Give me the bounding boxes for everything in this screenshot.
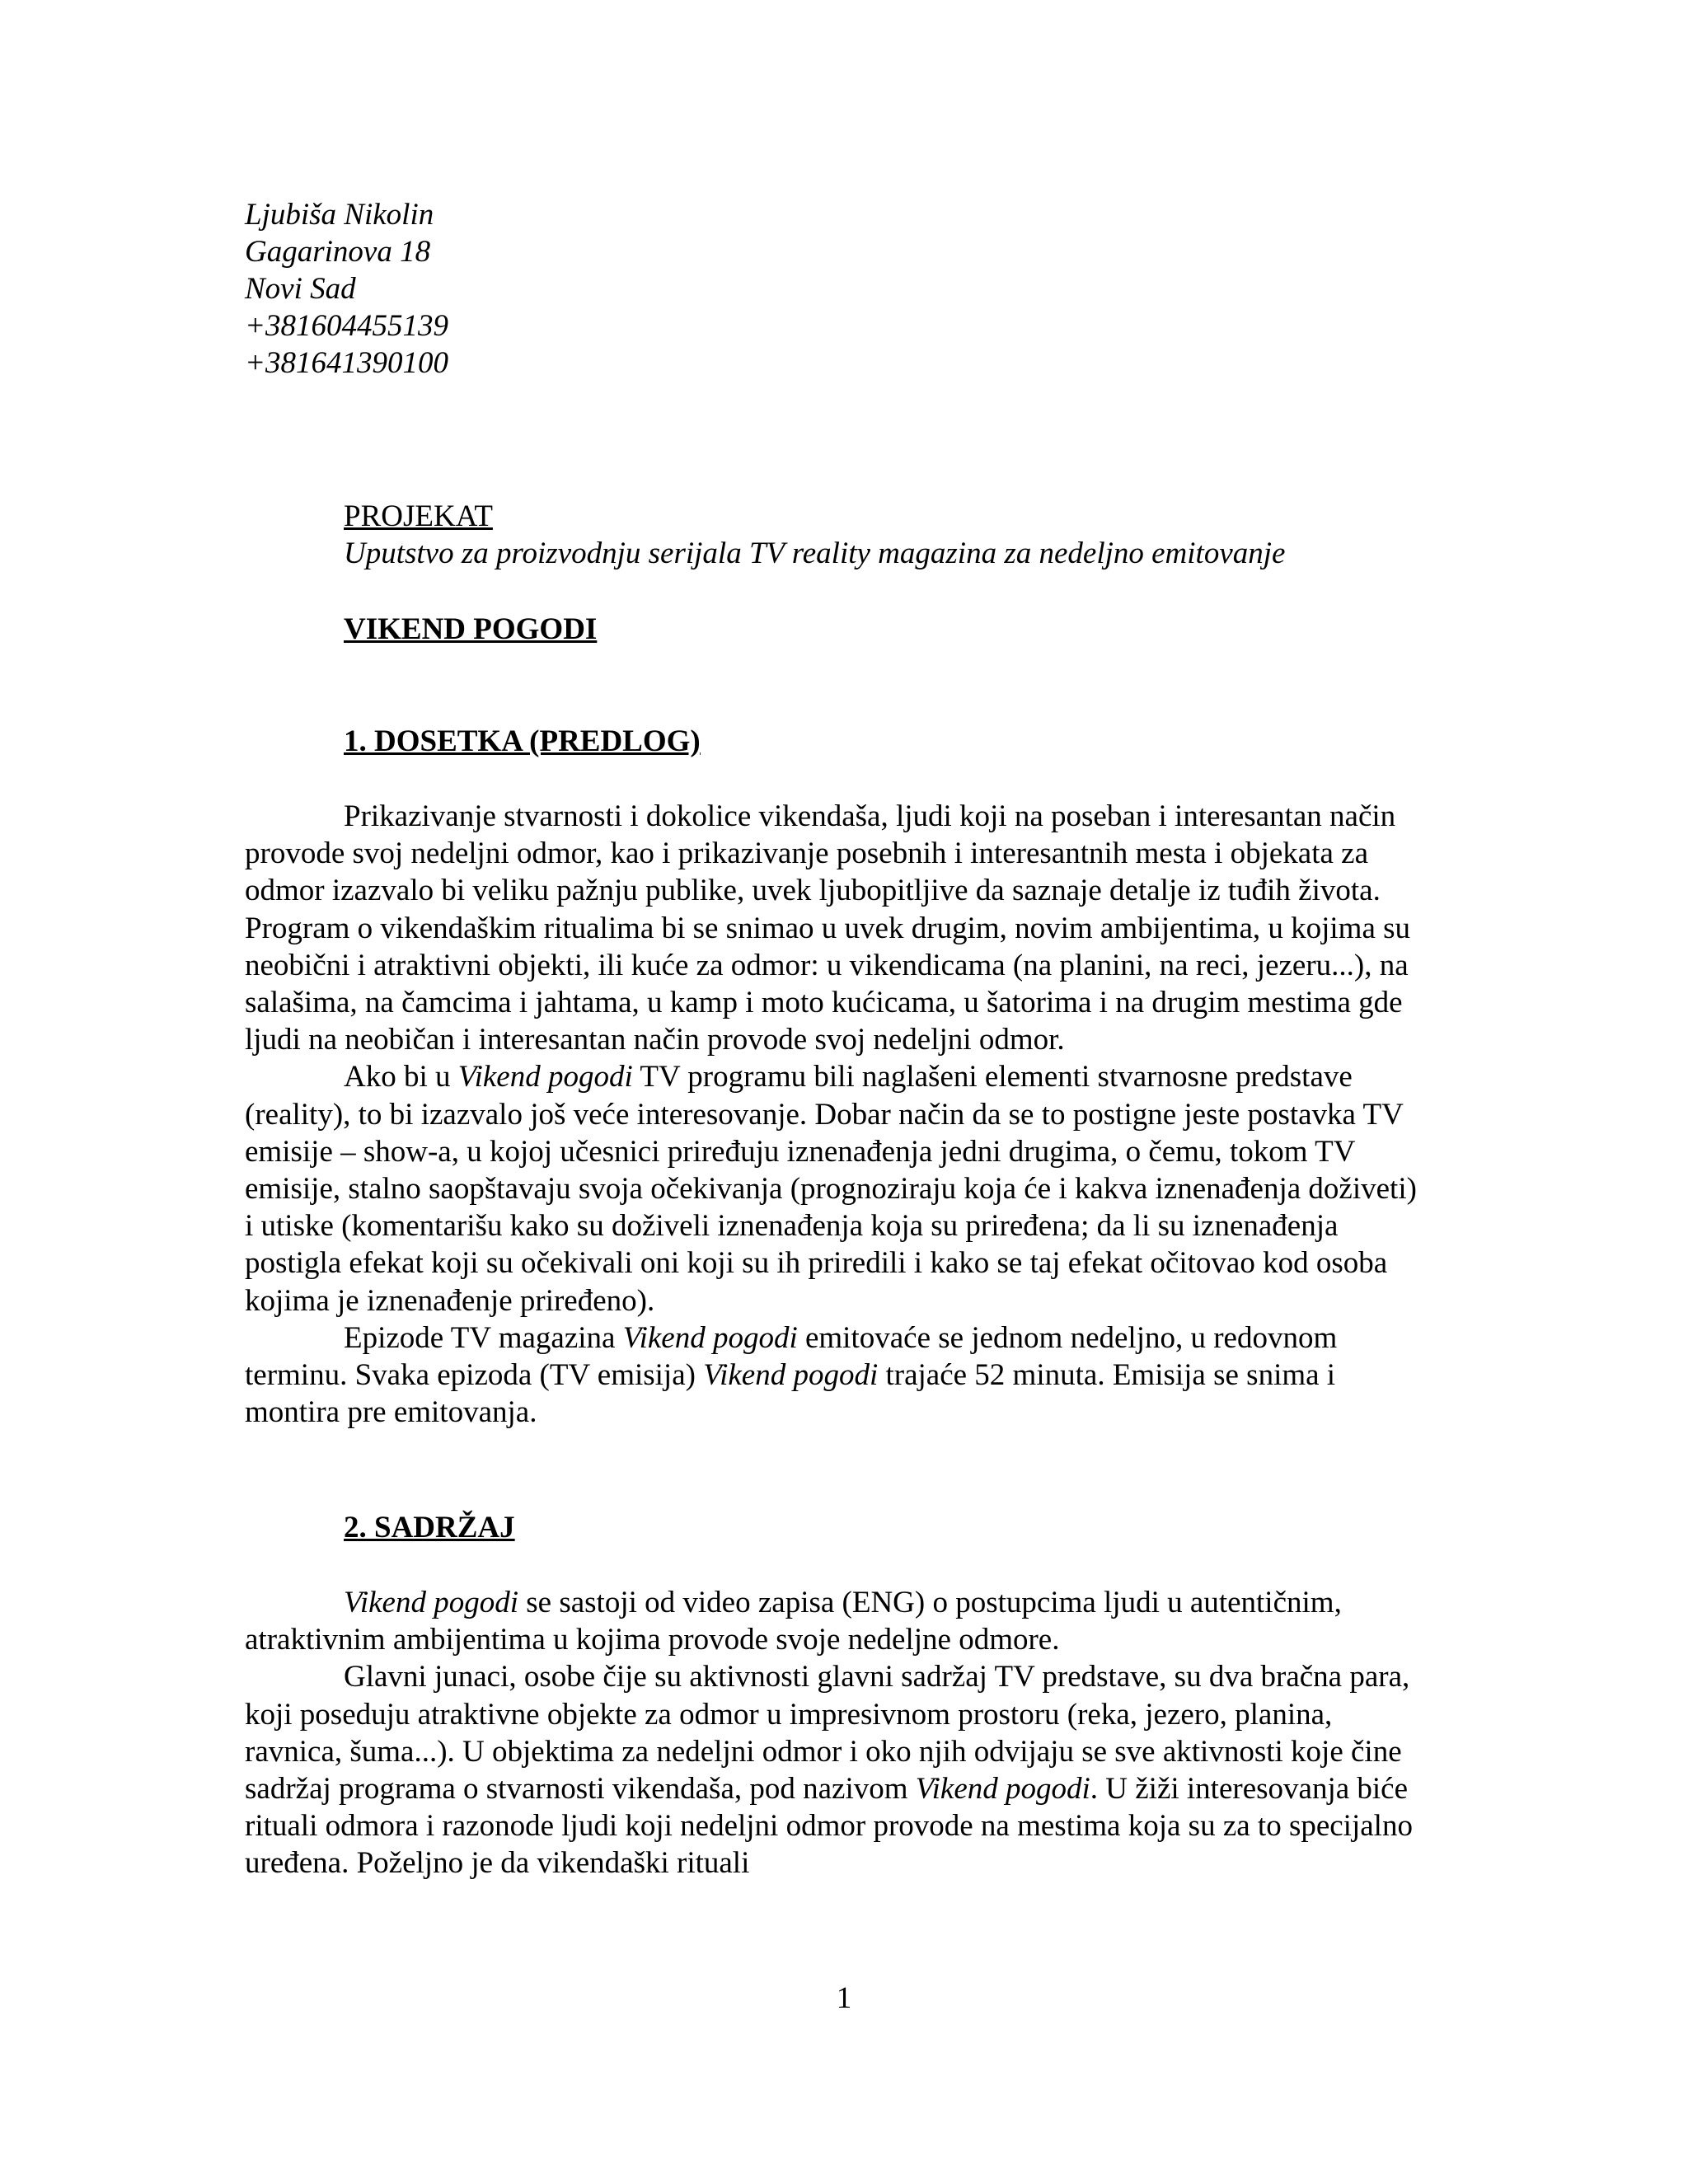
section-2-paragraph-2	[245, 1658, 1432, 1882]
paragraph-text: se sastoji od video zapisa (ENG) o postupcima ljudi u autentičnim, atraktivnim ambijentima u kojima provode svoje nedeljne odmore.	[245, 1586, 1342, 1657]
sender-name: Ljubiša Nikolin	[245, 198, 434, 232]
sender-phone-1: +381604455139	[245, 309, 448, 343]
paragraph-text: Glavni junaci, osobe čije su aktivnosti glavni sadržaj TV predstave, su dva bračna para, koji poseduju atraktivne objekte za odmor u impresivnom prostoru (reka, jezero, planina, ravnica, šuma...). U objektima za nedeljni odmor i oko njih odvijaju se sve aktivnosti koje čine sadržaj programa o stvarnosti vikendaša, pod nazivom	[245, 1660, 1410, 1807]
sender-address-block	[245, 196, 448, 382]
paragraph-text: Ako bi u	[344, 1060, 458, 1094]
show-title-italic: Vikend pogodi	[703, 1358, 879, 1393]
section-2-heading: 2. SADRŽAJ	[344, 1511, 515, 1544]
page-number: 1	[836, 1981, 852, 2015]
show-title-italic: Vikend pogodi	[915, 1772, 1090, 1807]
project-header	[344, 498, 1432, 572]
section-1-paragraph-3	[245, 1319, 1432, 1432]
paragraph-text: . U žiži interesovanja biće rituali odmora i razonode ljudi koji nedeljni odmor provode na mestima koja su za to specijalno uređena. Poželjno je da vikendaški rituali	[245, 1772, 1413, 1881]
section-1-body	[245, 798, 1432, 1431]
section-1-paragraph-2	[245, 1058, 1432, 1319]
paragraph-text: trajaće 52 minuta. Emisija se snima i montira pre emitovanja.	[245, 1358, 1336, 1430]
show-title-italic: Vikend pogodi	[344, 1586, 519, 1619]
section-1-heading: 1. DOSETKA (PREDLOG)	[344, 724, 701, 758]
sender-street: Gagarinova 18	[245, 235, 431, 269]
sender-city: Novi Sad	[245, 272, 356, 306]
show-title-italic: Vikend pogodi	[457, 1060, 633, 1094]
show-title-italic: Vikend pogodi	[622, 1320, 798, 1355]
paragraph-text: emitovaće se jednom nedeljno, u redovnom terminu. Svaka epizoda (TV emisija)	[245, 1320, 1338, 1393]
section-2-paragraph-1	[245, 1584, 1432, 1658]
project-title: VIKEND POGODI	[344, 612, 598, 646]
project-subtitle: Uputstvo za proizvodnju serijala TV reality magazina za nedeljno emitovanje	[344, 537, 1286, 570]
section-2-body	[245, 1584, 1432, 1882]
project-label: PROJEKAT	[344, 499, 493, 533]
sender-phone-2: +381641390100	[245, 346, 448, 380]
section-1-paragraph-1: Prikazivanje stvarnosti i dokolice vikendaša, ljudi koji na poseban i interesantan način provode svoj nedeljni odmor, kao i prikazivanje posebnih i interesantnih mesta i objekata za odmor izazvalo bi veliku pažnju publike, uvek ljubopitljive da saznaje detalje iz tuđih života. Program o vikendaškim ritualima bi se snimao u uvek drugim, novim ambijentima, u kojima su neobični i atraktivni objekti, ili kuće za odmor: u vikendicama (na planini, na reci, jezeru...), na salašima, na čamcima i jahtama, u kamp i moto kućicama, u šatorima i na drugim mestima gde ljudi na neobičan i interesantan način provode svoj nedeljni odmor.	[245, 799, 1411, 1057]
paragraph-text: TV programu bili naglašeni elementi stvarnosne predstave (reality), to bi izazvalo još veće interesovanje. Dobar način da se to postigne jeste postavka TV emisije – show-a, u kojoj učesnici priređuju iznenađenja jedni drugima, o čemu, tokom TV emisije, stalno saopštavaju svoja očekivanja (prognoziraju koja će i kakva iznenađenja doživeti) i utiske (komentarišu kako su doživeli iznenađenja koja su priređena; da li su iznenađenja postigla efekat koji su očekivali oni koji su ih priredili i kako se taj efekat očitovao kod osoba kojima je iznenađenje priređeno).	[245, 1060, 1417, 1318]
paragraph-text: Epizode TV magazina	[344, 1320, 623, 1355]
